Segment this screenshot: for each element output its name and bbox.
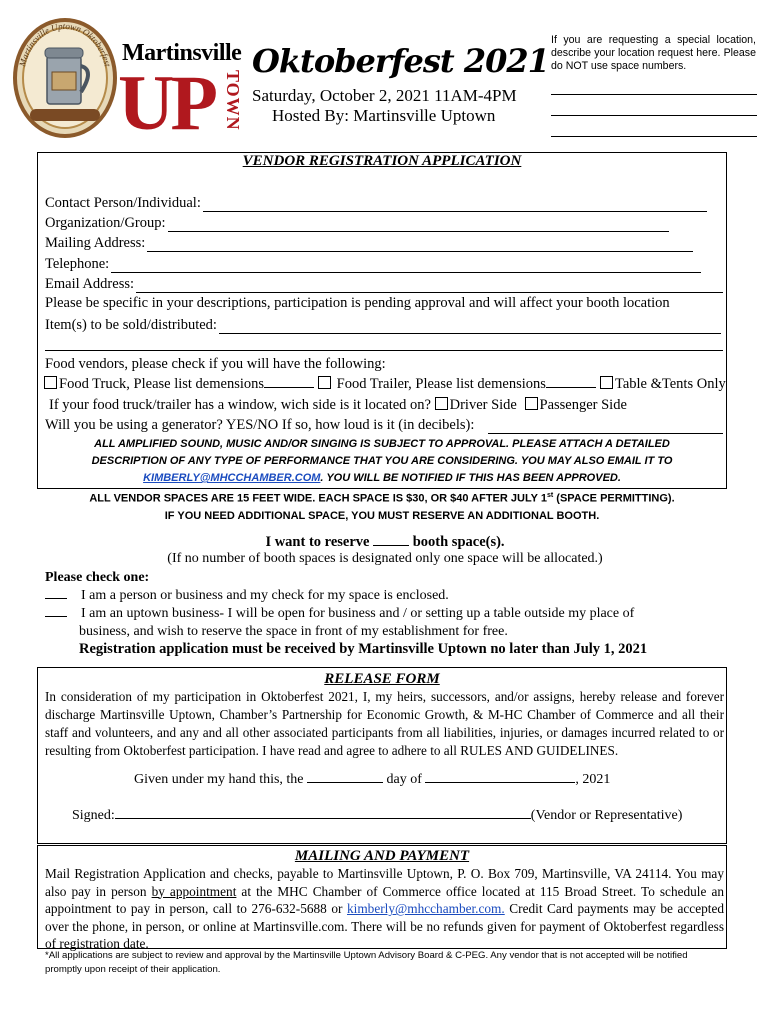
reserve-booth-line: I want to reserve booth space(s). — [265, 534, 505, 550]
email-address-label: Email Address: — [45, 276, 135, 292]
mailing-address-label: Mailing Address: — [45, 235, 146, 251]
food-truck-checkbox[interactable] — [44, 376, 57, 389]
contact-person-field[interactable] — [45, 195, 707, 212]
warning-line-2: DESCRIPTION OF ANY TYPE OF PERFORMANCE THAT YOU ARE CONSIDERING. YOU MAY ALSO EMAIL IT TO — [91, 455, 673, 467]
registration-title: VENDOR REGISTRATION APPLICATION — [242, 153, 522, 169]
option-2-text: I am an uptown business- I will be open for business and / or setting up a table outside my place of — [81, 606, 635, 621]
signature-line — [72, 808, 682, 824]
vendor-spaces-line-1: ALL VENDOR SPACES ARE 15 FEET WIDE. EACH SPACE IS $30, OR $40 AFTER JULY 1st (SPACE PERMITTING). — [89, 492, 675, 505]
warning-email-link[interactable]: KIMBERLY@MHCCHAMBER.COM — [143, 472, 321, 484]
special-location-line-2[interactable] — [551, 115, 757, 116]
passenger-side-checkbox[interactable] — [525, 397, 538, 410]
deadline-notice: Registration application must be received by Martinsville Uptown no later than July 1, 2021 — [79, 641, 648, 657]
option-1-blank[interactable] — [45, 598, 67, 599]
organization-field[interactable] — [45, 215, 669, 232]
logo-ring-text: Martinsville Uptown Oktoberfest — [17, 20, 113, 68]
table-tents-checkbox[interactable] — [600, 376, 613, 389]
food-truck-option[interactable] — [44, 376, 314, 393]
items-sold-extra-line[interactable] — [45, 350, 723, 351]
day-blank[interactable] — [307, 782, 383, 783]
option-1-text: I am a person or business and my check for my space is enclosed. — [81, 588, 449, 603]
signed-suffix: (Vendor or Representative) — [530, 808, 683, 823]
given-under-hand-line: Given under my hand this, the day of , 2021 — [134, 772, 611, 787]
specific-description-note: Please be specific in your descriptions, participation is pending approval and will affect your booth location — [45, 295, 670, 311]
table-tents-label: Table &Tents Only — [615, 376, 726, 392]
vendor-spaces-line-2: IF YOU NEED ADDITIONAL SPACE, YOU MUST RESERVE AN ADDITIONAL BOOTH. — [164, 509, 600, 522]
event-date: Saturday, October 2, 2021 11AM-4PM — [252, 86, 517, 105]
mailing-address-field[interactable] — [45, 235, 693, 252]
special-location-line-1[interactable] — [551, 94, 757, 95]
window-question-row — [49, 397, 627, 414]
release-form-text: In consideration of my participation in Oktoberfest 2021, I, my heirs, successors, and/or assigns, hereby release and forever discharge Martinsville Uptown, Chamber’s Partnership for Economic Growth, & M-HC Chamber of Commerce and all their staff and volunteers, and any and all other associated participants from all liabilities, injuries, or damages incurred related to or resulting from Oktoberfest participation. I have read and agree to adhere to all RULES AND GUIDELINES. — [45, 689, 724, 758]
event-host: Hosted By: Martinsville Uptown — [272, 106, 496, 125]
option-2-row[interactable] — [45, 605, 634, 623]
window-question: If your food truck/trailer has a window, wich side is it located on? — [49, 397, 431, 413]
special-location-line-3[interactable] — [551, 136, 757, 137]
passenger-side-label: Passenger Side — [539, 397, 627, 413]
signed-label: Signed: — [72, 808, 115, 823]
vendor-spaces-notice — [37, 487, 727, 525]
driver-side-checkbox[interactable] — [435, 397, 448, 410]
food-vendors-label: Food vendors, please check if you will have the following: — [45, 356, 386, 372]
items-sold-field[interactable] — [45, 317, 721, 334]
signature-blank[interactable] — [115, 818, 531, 819]
brand-martinsville: Martinsville — [122, 40, 242, 66]
option-2-blank[interactable] — [45, 616, 67, 617]
month-blank[interactable] — [425, 782, 575, 783]
telephone-label: Telephone: — [45, 256, 110, 272]
special-location-note: If you are requesting a special location, describe your location request here. Please do NOT use space numbers. — [551, 34, 756, 72]
organization-label: Organization/Group: — [45, 215, 166, 231]
food-trailer-dimensions-blank[interactable] — [546, 387, 596, 388]
event-title: Oktoberfest 2021 — [252, 42, 549, 80]
warning-line-3 — [37, 470, 727, 487]
booth-count-blank[interactable] — [373, 545, 409, 546]
email-address-field[interactable] — [45, 276, 723, 293]
food-trailer-checkbox[interactable] — [318, 376, 331, 389]
oktoberfest-stein-logo — [10, 14, 120, 139]
telephone-field[interactable] — [45, 256, 701, 273]
driver-side-label: Driver Side — [449, 397, 517, 413]
warning-line-3-rest: . YOU WILL BE NOTIFIED IF THIS HAS BEEN APPROVED. — [320, 472, 621, 484]
generator-field[interactable] — [45, 417, 723, 434]
table-tents-option[interactable] — [600, 376, 726, 393]
release-form-title: RELEASE FORM — [324, 671, 440, 687]
amplified-sound-warning — [37, 436, 727, 487]
warning-line-1: ALL AMPLIFIED SOUND, MUSIC AND/OR SINGING IS SUBJECT TO APPROVAL. PLEASE ATTACH A DETAILED — [94, 438, 670, 450]
brand-up: UP — [118, 59, 214, 146]
by-appointment-text: by appointment — [151, 883, 237, 899]
food-trailer-option[interactable] — [318, 376, 596, 393]
mailing-payment-text: Mail Registration Application and checks, payable to Martinsville Uptown, P. O. Box 709, Martinsville, VA 24114. You may also pay in person by appointment at the MHC Chamber of Commerce office located at 115 Broad Street. To schedule an appointment to pay in person, call to 276-632-5688 or kimberly@mhcchamber.com. Credit Card payments may be accepted over the phone, in person, or online at Martinsville.com. There will be no refunds given for payment of Oktoberfest regardless of registration date. — [45, 866, 724, 952]
mailing-payment-title: MAILING AND PAYMENT — [294, 848, 470, 864]
reserve-booth-note: (If no number of booth spaces is designated only one space will be allocated.) — [167, 551, 603, 566]
option-2-text-cont: business, and wish to reserve the space in front of my establishment for free. — [79, 624, 508, 639]
food-truck-label: Food Truck, Please list demensions — [59, 376, 265, 392]
food-truck-dimensions-blank[interactable] — [264, 387, 314, 388]
option-1-row[interactable] — [45, 587, 449, 605]
items-sold-label: Item(s) to be sold/distributed: — [45, 317, 217, 333]
contact-person-label: Contact Person/Individual: — [45, 195, 201, 211]
review-footnote: *All applications are subject to review and approval by the Martinsville Uptown Advisory Board & C-PEG. Any vendor that is not accepted will be notified promptly upon receipt of their application. — [45, 950, 688, 975]
generator-question: Will you be using a generator? YES/NO If so, how loud is it (in decibels): — [45, 417, 475, 433]
food-trailer-label: Food Trailer, Please list demensions — [336, 376, 546, 392]
check-one-label: Please check one: — [45, 570, 150, 585]
brand-town: TOWN — [223, 70, 243, 131]
mailing-email-link[interactable]: kimberly@mhcchamber.com. — [347, 901, 505, 917]
